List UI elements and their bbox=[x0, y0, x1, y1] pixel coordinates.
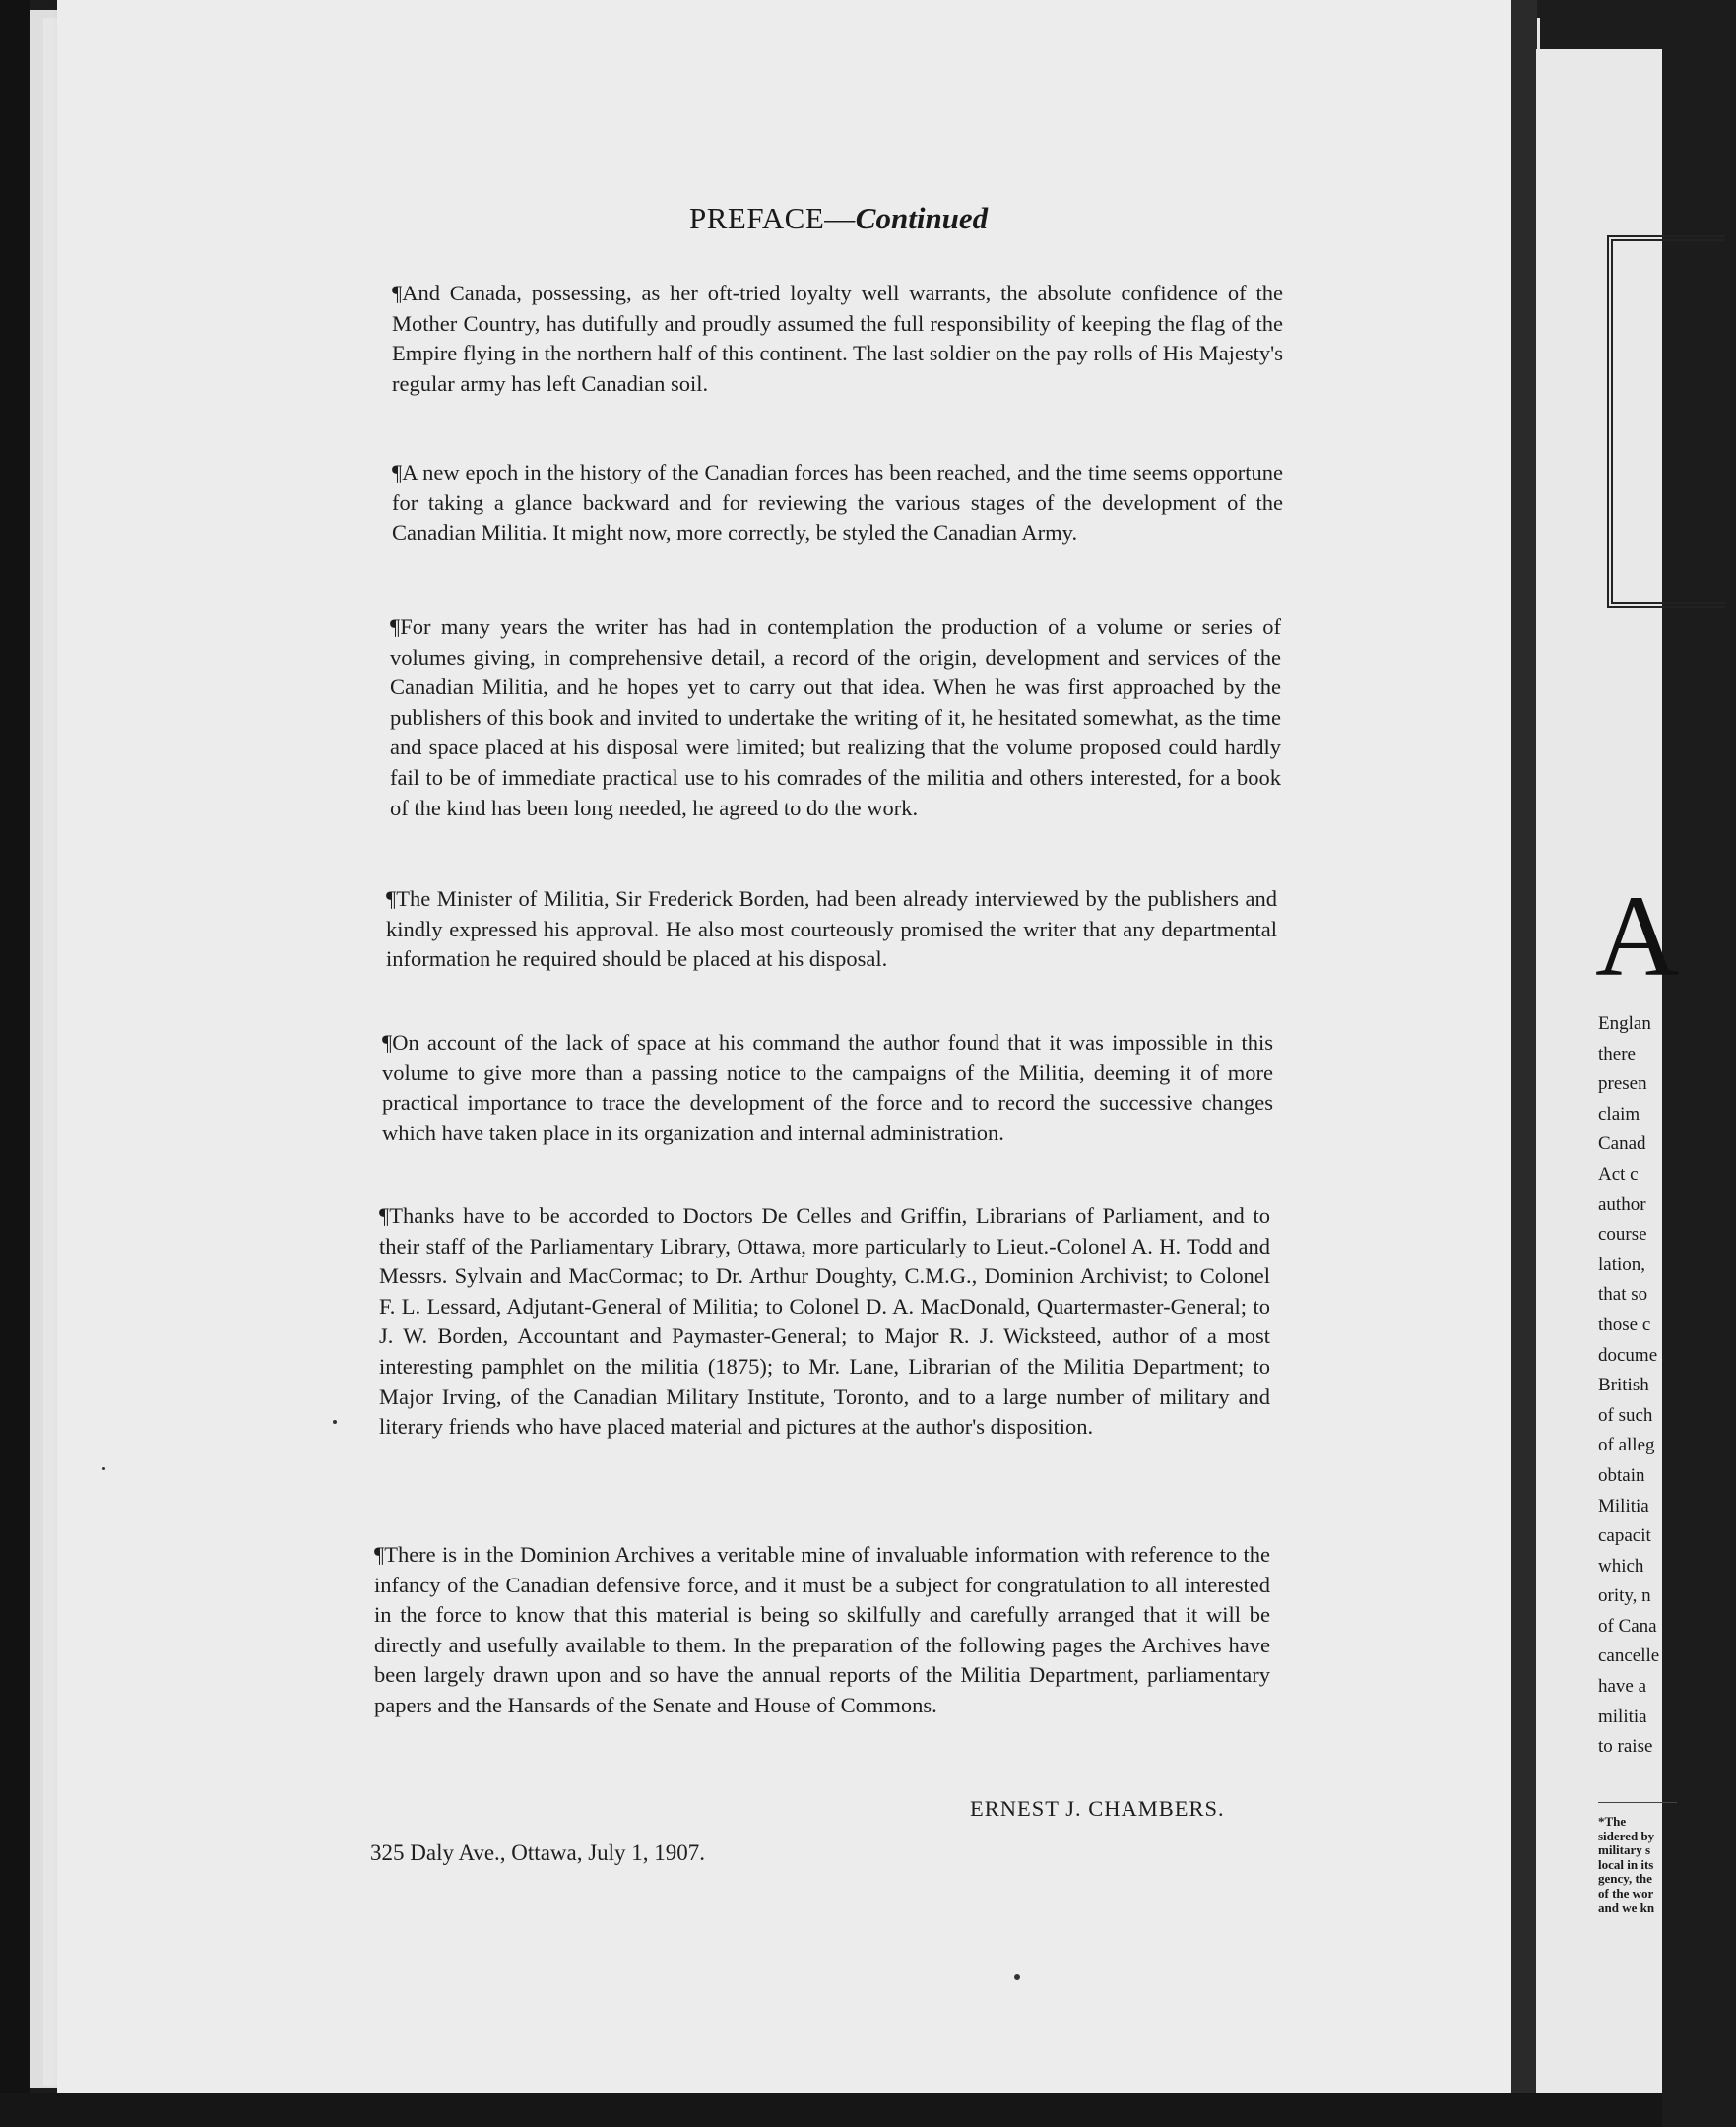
scan-bottom-edge bbox=[0, 2093, 1662, 2127]
book-edge-shadow bbox=[0, 0, 30, 2127]
heading-continued: Continued bbox=[855, 201, 989, 235]
adjacent-text-line: of such bbox=[1598, 1404, 1653, 1426]
preface-paragraph-3: ¶For many years the writer has had in contemplation the production of a volume or series of volumes giving, in comprehensive detail, a record of the origin, development and services of the Canadian Militia, and he hopes yet to carry out that idea. When he was first approached by the publishers of this book and invited to undertake the writing of it, he hesitated somewhat, as the time and space placed at his disposal were limited; but realizing that the volume proposed could hardly fail to be of immediate practical use to his comrades of the militia and others interested, for a book of the kind has been long needed, he agreed to do the work. bbox=[390, 614, 1281, 820]
preface-paragraph-6: ¶Thanks have to be accorded to Doctors De Celles and Griffin, Librarians of Parliament, and to their staff of the Parliamentary Library, Ottawa, more particularly to Lieut.-Colonel A. H. Todd and Messrs. Sylvain and MacCormac; to Dr. Arthur Doughty, C.M.G., Dominion Archivist; to Colonel F. L. Lessard, Adjutant-General of Militia; to Colonel D. A. MacDonald, Quartermaster-General; to J. W. Borden, Accountant and Paymaster-General; to Major R. J. Wicksteed, author of a most interesting pamphlet on the militia (1875); to Mr. Lane, Librarian of the Militia Department; to Major Irving, of the Canadian Military Institute, Toronto, and to a large number of military and literary friends who have placed material and pictures at the author's disposition. bbox=[379, 1203, 1270, 1440]
adjacent-text-line: of alleg bbox=[1598, 1435, 1655, 1456]
adjacent-text-line: which bbox=[1598, 1555, 1644, 1577]
adjacent-footnote bbox=[1598, 1815, 1716, 1915]
footnote-line: of the wor bbox=[1598, 1885, 1654, 1901]
adjacent-text-line: militia bbox=[1598, 1706, 1647, 1727]
adjacent-text-line: lation, bbox=[1598, 1254, 1646, 1275]
adjacent-text-line: that so bbox=[1598, 1284, 1648, 1306]
adjacent-text-line: cancelle bbox=[1598, 1645, 1660, 1667]
title-frame bbox=[1607, 235, 1725, 608]
adjacent-text-line: Militia bbox=[1598, 1495, 1649, 1516]
preface-paragraph-4: ¶The Minister of Militia, Sir Frederick Borden, had been already interviewed by the publishers and kindly expressed his approval. He also most courteously promised the writer that any departmental information he required should be placed at his disposal. bbox=[386, 886, 1277, 972]
print-speck bbox=[1014, 1974, 1020, 1980]
preface-paragraph-2: ¶A new epoch in the history of the Canadian forces has been reached, and the time seems opportune for taking a glance backward and for reviewing the various stages of the development of the Canadian Militia. It might now, more correctly, be styled the Canadian Army. bbox=[392, 460, 1283, 546]
adjacent-text-line: Act c bbox=[1598, 1163, 1639, 1185]
adjacent-text-line: obtain bbox=[1598, 1464, 1645, 1486]
footnote-line: *The bbox=[1598, 1814, 1627, 1829]
adjacent-text-line: ority, n bbox=[1598, 1585, 1651, 1607]
footnote-line: military s bbox=[1598, 1842, 1651, 1858]
adjacent-text-line: capacit bbox=[1598, 1525, 1651, 1547]
adjacent-text-line: docume bbox=[1598, 1344, 1658, 1366]
adjacent-text-line: Englan bbox=[1598, 1013, 1651, 1034]
adjacent-text-line: of Cana bbox=[1598, 1615, 1657, 1637]
preface-paragraph-5: ¶On account of the lack of space at his command the author found that it was impossible in this volume to give more than a passing notice to the campaigns of the Militia, deeming it of more practical importance to trace the development of the force and to record the successive changes which have taken place in its organization and internal administration. bbox=[382, 1030, 1273, 1145]
drop-cap: A bbox=[1595, 871, 1680, 1000]
adjacent-text-line: course bbox=[1598, 1224, 1647, 1246]
page-heading bbox=[689, 201, 988, 236]
author-signature: ERNEST J. CHAMBERS. bbox=[970, 1796, 1225, 1821]
adjacent-page bbox=[1536, 49, 1680, 2093]
heading-text: PREFACE— bbox=[689, 201, 856, 235]
footnote-line: and we kn bbox=[1598, 1900, 1655, 1915]
book-gutter bbox=[1511, 0, 1537, 2127]
author-address-date: 325 Daly Ave., Ottawa, July 1, 1907. bbox=[370, 1840, 706, 1865]
preface-paragraph-1: ¶And Canada, possessing, as her oft-tried loyalty well warrants, the absolute confidence of the Mother Country, has dutifully and proudly assumed the full responsibility of keeping the flag of the Empire flying in the northern half of this continent. The last soldier on the pay rolls of His Majesty's regular army has left Canadian soil. bbox=[392, 281, 1283, 396]
adjacent-text-line: there bbox=[1598, 1043, 1636, 1064]
adjacent-text-line: claim bbox=[1598, 1103, 1640, 1125]
footnote-line: sidered by bbox=[1598, 1828, 1655, 1843]
adjacent-text-line: presen bbox=[1598, 1073, 1647, 1095]
adjacent-text-line: those c bbox=[1598, 1314, 1651, 1335]
adjacent-text-line: author bbox=[1598, 1193, 1646, 1215]
footnote-line: local in its bbox=[1598, 1856, 1654, 1872]
print-speck bbox=[102, 1467, 105, 1470]
adjacent-text-line: have a bbox=[1598, 1676, 1647, 1698]
footnote-rule bbox=[1598, 1802, 1677, 1803]
print-speck bbox=[333, 1420, 337, 1424]
adjacent-text-line: Canad bbox=[1598, 1133, 1646, 1155]
adjacent-text-line: to raise bbox=[1598, 1736, 1653, 1758]
adjacent-page-text bbox=[1598, 1009, 1736, 1763]
footnote-line: gency, the bbox=[1598, 1871, 1652, 1887]
adjacent-text-line: British bbox=[1598, 1375, 1649, 1396]
preface-paragraph-7: ¶There is in the Dominion Archives a veritable mine of invaluable information with reference to the infancy of the Canadian defensive force, and it must be a subject for congratulation to all interested in the force to know that this material is being so skilfully and carefully arranged that it will be directly and usefully available to them. In the preparation of the following pages the Archives have been largely drawn upon and so have the annual reports of the Militia Department, parliamentary papers and the Hansards of the Senate and House of Commons. bbox=[374, 1542, 1270, 1717]
